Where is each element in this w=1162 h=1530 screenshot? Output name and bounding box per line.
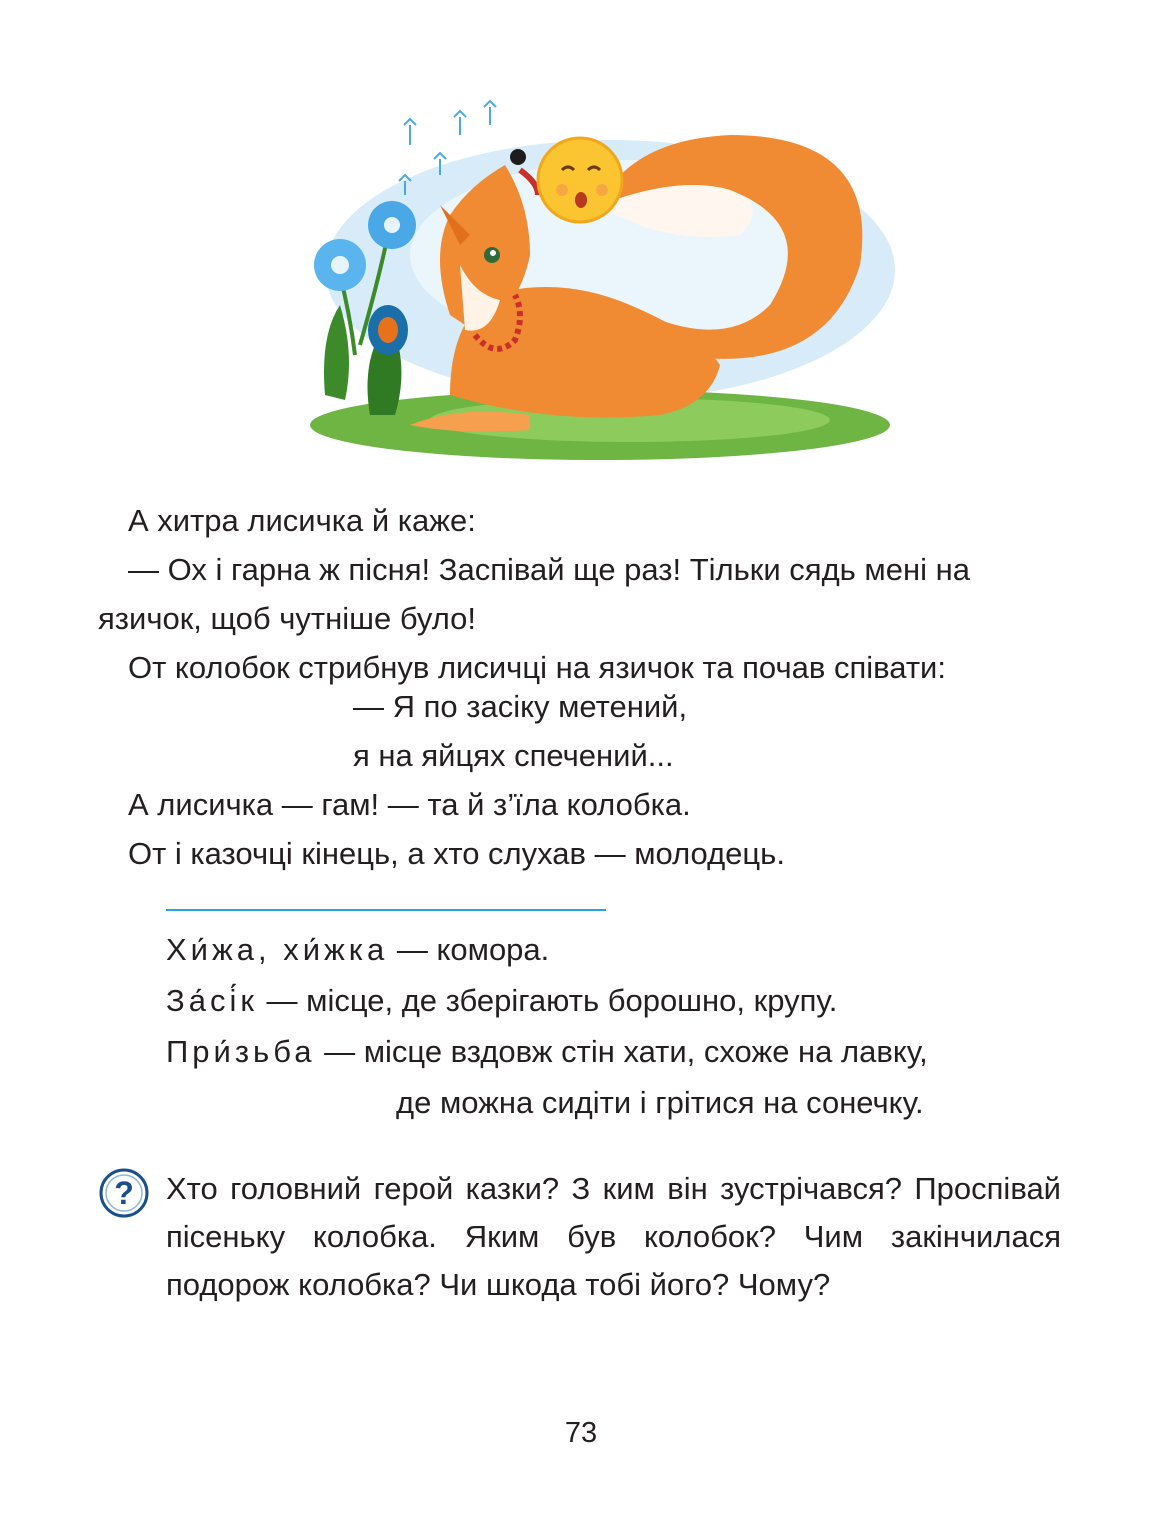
glossary-entry [166,975,1066,1026]
story-line: От і казочці кінець, а хто слухав — молодець. [128,836,785,871]
glossary-term: Хи́жа, хи́жка [166,932,389,967]
fox-and-kolobok-illustration [300,95,900,465]
story-line: А хитра лисичка й каже: [128,503,476,538]
glossary-term: При́зьба [166,1034,316,1069]
story-line: От колобок стрибнув лисичці на язичок та почав співати: [128,650,946,685]
verse-line: — Я по засіку метений, [353,689,688,724]
page-number: 73 [564,1417,598,1449]
glossary-entry [166,1026,1066,1077]
story-text [98,496,1068,692]
questions-text: Хто головний герой казки? З ким він зустрічався? Проспівай пісеньку колобка. Яким був колобок? Чим закінчилася подорож колобка? Чи шкода тобі його? Чому? [166,1171,1061,1302]
song-verse [353,682,687,780]
glossary-term: За́сі́к [166,983,258,1018]
story-ending [128,780,785,878]
glossary-definition: — місце вздовж стін хати, схоже на лавку, [315,1034,928,1069]
glossary-definition-continuation: де можна сидіти і грітися на сонечку. [396,1085,924,1120]
glossary-divider [166,909,606,911]
glossary-entry [166,924,1066,975]
svg-text:?: ? [114,1175,134,1211]
story-line: — Ох і гарна ж пісня! Заспівай ще раз! Тільки сядь мені на язичок, щоб чутніше було! [98,552,970,636]
glossary-definition: — місце, де зберігають борошно, крупу. [257,983,838,1018]
glossary-definition: — комора. [388,932,550,967]
glossary [166,924,1066,1128]
verse-line: я на яйцях спечений... [353,738,674,773]
story-line: А лисичка — гам! — та й з’їла колобка. [128,787,691,822]
question-mark-icon [98,1167,150,1219]
